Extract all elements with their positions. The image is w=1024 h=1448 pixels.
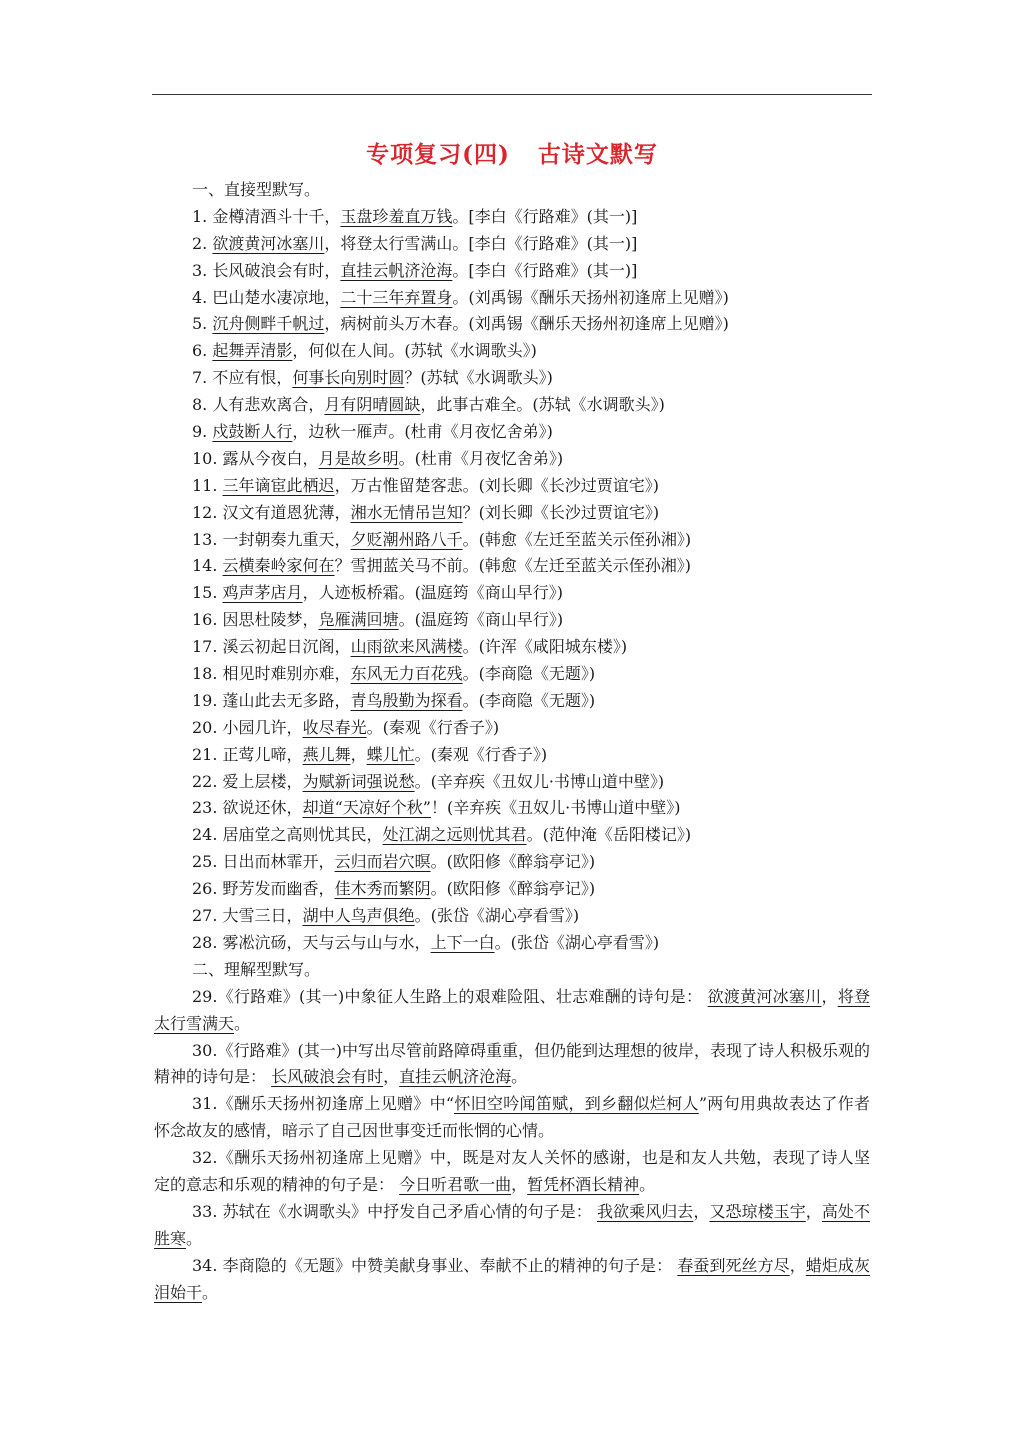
answer: 春蚕到死丝方尽 (677, 1255, 790, 1275)
item-source: ，将登太行雪满山。[李白《行路难》(其一)] (324, 233, 638, 253)
question-text: 32.《酬乐天扬州初逢席上见赠》中，既是对友人关怀的感谢，也是和友人共勉，表现了诗人坚定的意志和乐观的精神的句子是： (154, 1148, 870, 1195)
item-number: 18. (192, 664, 218, 684)
separator: ， (805, 1201, 822, 1221)
list-item (154, 473, 870, 500)
item-source: 。[李白《行路难》(其一)] (452, 260, 638, 280)
item-text: 蓬山此去无多路， (222, 690, 351, 710)
item-number: 1. (192, 206, 208, 226)
answer: 玉盘珍羞直万钱 (340, 206, 453, 226)
answer: 山雨欲来风满楼 (350, 637, 463, 657)
item-number: 28. (192, 932, 218, 952)
question-text: 29.《行路难》(其一)中象征人生路上的艰难险阻、壮志难酬的诗句是： (192, 986, 703, 1006)
answer: 云归而岩穴暝 (334, 852, 431, 872)
item-number: 2. (192, 233, 208, 253)
list-item (154, 876, 870, 903)
answer: 何事长向别时圆 (292, 368, 405, 388)
page-title (0, 136, 1024, 169)
item-text: 金樽清酒斗十千， (212, 206, 341, 226)
answer: 长风破浪会有时 (271, 1067, 384, 1087)
answer: 月有阴晴圆缺 (324, 395, 421, 415)
answer: 怀旧空吟闻笛赋 (454, 1094, 569, 1114)
answer: 东风无力百花残 (350, 664, 463, 684)
list-item (154, 661, 870, 688)
answer: 高处不胜寒 (154, 1201, 870, 1248)
item-number: 11. (192, 475, 218, 495)
item-number: 15. (192, 583, 218, 603)
item-text: 人有悲欢离合， (212, 395, 325, 415)
item-text: 长风破浪会有时， (212, 260, 341, 280)
answer: 湖中人鸟声俱绝 (302, 906, 415, 926)
list-item (154, 930, 870, 957)
item-source: 。(温庭筠《商山早行》) (398, 610, 564, 630)
question-text: 31.《酬乐天扬州初逢席上见赠》中“ (192, 1094, 455, 1114)
answer: 又恐琼楼玉宇 (709, 1201, 806, 1221)
item-text: 相见时难别亦难， (222, 664, 351, 684)
answer: 青鸟殷勤为探看 (350, 690, 463, 710)
item-text: 溪云初起日沉阁， (222, 637, 351, 657)
list-item (154, 419, 870, 446)
answer: 上下一白 (430, 932, 495, 952)
item-text: 野芳发而幽香， (222, 879, 335, 899)
item-source: 。(李商隐《无题》) (462, 664, 596, 684)
item-text: 汉文有道恩犹薄， (222, 502, 351, 522)
list-item (154, 903, 870, 930)
item-number: 10. (192, 448, 218, 468)
list-item (154, 688, 870, 715)
answer: 今日听君歌一曲 (399, 1175, 512, 1195)
list-item (154, 553, 870, 580)
separator: ， (693, 1201, 710, 1221)
answer: 湘水无情吊岂知 (350, 502, 463, 522)
answer: 沉舟侧畔千帆过 (212, 314, 325, 334)
list-item (154, 258, 870, 285)
list-item (154, 338, 870, 365)
period: 。 (639, 1175, 656, 1195)
item-text: 一封朝奏九重天， (222, 529, 351, 549)
list-item (154, 311, 870, 338)
item-number: 26. (192, 879, 218, 899)
answer: 为赋新词强说愁 (302, 771, 415, 791)
item-source: 。(张岱《湖心亭看雪》) (414, 906, 580, 926)
item-number: 3. (192, 260, 208, 280)
item-number: 17. (192, 637, 218, 657)
item-source: 。(辛弃疾《丑奴儿·书博山道中壁》) (414, 771, 665, 791)
answer: 欲渡黄河冰塞川 (212, 233, 325, 253)
answer: 到乡翻似烂柯人 (584, 1094, 699, 1114)
answer: 处江湖之远则忧其君 (382, 825, 527, 845)
item-number: 5. (192, 314, 208, 334)
item-source: ，边秋一雁声。(杜甫《月夜忆舍弟》) (292, 422, 553, 442)
item-text: 居庙堂之高则忧其民， (222, 825, 383, 845)
item-text: 不应有恨， (212, 368, 293, 388)
item-text: 露从今夜白， (222, 448, 319, 468)
item-list (154, 204, 870, 957)
item-text: 大雪三日， (222, 906, 303, 926)
item-text: 小园几许， (222, 717, 303, 737)
section-heading-1: 一、直接型默写。 (192, 180, 321, 199)
answer: 夕贬潮州路八千 (350, 529, 463, 549)
item-number: 12. (192, 502, 218, 522)
answer: 佳木秀而繁阴 (334, 879, 431, 899)
item-number: 20. (192, 717, 218, 737)
list-item (154, 769, 870, 796)
answer: 燕儿舞 (302, 744, 351, 764)
answer: 将登太行雪满天 (154, 986, 870, 1033)
item-text: 巴山楚水凄凉地， (212, 287, 341, 307)
document-body (154, 177, 870, 1307)
item-text: 正莺儿啼， (222, 744, 303, 764)
question-text: 30.《行路难》(其一)中写出尽管前路障碍重重，但仍能到达理想的彼岸，表现了诗人积极乐观的精神的诗句是： (154, 1040, 870, 1087)
item-number: 19. (192, 690, 218, 710)
answer: 云横秦岭家何在 (222, 556, 335, 576)
item-source: 。(欧阳修《醉翁亭记》) (430, 852, 596, 872)
item-number: 25. (192, 852, 218, 872)
item-number: 23. (192, 798, 218, 818)
item-text: 因思杜陵梦， (222, 610, 319, 630)
item-source: 。(欧阳修《醉翁亭记》) (430, 879, 596, 899)
period: 。 (511, 1067, 528, 1087)
item-number: 13. (192, 529, 218, 549)
item-number: 7. (192, 368, 208, 388)
question-text: ”两句用典故表达了作者怀念故友的感情，暗示了自己因世事变迁而怅惘的心情。 (154, 1094, 870, 1141)
item-source: ！(辛弃疾《丑奴儿·书博山道中壁》) (430, 798, 681, 818)
list-item (154, 742, 870, 769)
item-source: ，万古惟留楚客悲。(刘长卿《长沙过贾谊宅》) (334, 475, 660, 495)
list-item (154, 365, 870, 392)
separator: ， (350, 744, 367, 764)
separator: ， (511, 1175, 528, 1195)
list-item (154, 231, 870, 258)
answer: 凫雁满回塘 (318, 610, 399, 630)
period: 。 (234, 1013, 251, 1033)
answer: 欲渡黄河冰塞川 (707, 986, 822, 1006)
separator: ， (821, 986, 838, 1006)
answer: 鸡声茅店月 (222, 583, 303, 603)
answer: 蜡炬成灰泪始干 (154, 1255, 870, 1302)
item-number: 22. (192, 771, 218, 791)
item-number: 21. (192, 744, 218, 764)
list-item (154, 607, 870, 634)
item-source: ？(苏轼《水调歌头》) (404, 368, 553, 388)
answer: 我欲乘风归去 (597, 1201, 694, 1221)
separator: ， (383, 1067, 400, 1087)
title-right: 古诗文默写 (537, 141, 658, 168)
item-source: 。(范仲淹《岳阳楼记》) (526, 825, 692, 845)
item-source: ，人迹板桥霜。(温庭筠《商山早行》) (302, 583, 564, 603)
answer: 蝶儿忙 (366, 744, 415, 764)
question-29 (154, 984, 870, 1038)
item-source: ，此事古难全。(苏轼《水调歌头》) (420, 395, 665, 415)
answer: 却道“天凉好个秋” (302, 798, 431, 818)
item-number: 4. (192, 287, 208, 307)
list-item (154, 500, 870, 527)
answer: 月是故乡明 (318, 448, 399, 468)
period: 。 (186, 1228, 203, 1248)
list-item (154, 822, 870, 849)
item-source: ，何似在人间。(苏轼《水调歌头》) (292, 341, 537, 361)
item-source: 。(韩愈《左迁至蓝关示侄孙湘》) (462, 529, 692, 549)
item-text: 雾凇沆砀，天与云与山与水， (222, 932, 431, 952)
item-source: ？(刘长卿《长沙过贾谊宅》) (462, 502, 660, 522)
answer: 直挂云帆济沧海 (340, 260, 453, 280)
answer: 二十三年弃置身 (340, 287, 453, 307)
list-item (154, 446, 870, 473)
question-33 (154, 1199, 870, 1253)
item-text: 爱上层楼， (222, 771, 303, 791)
question-text: 33. 苏轼在《水调歌头》中抒发自己矛盾心情的句子是： (192, 1201, 592, 1221)
answer: 起舞弄清影 (212, 341, 293, 361)
answer: 戍鼓断人行 (212, 422, 293, 442)
section-heading-2: 二、理解型默写。 (192, 959, 321, 979)
list-item (154, 392, 870, 419)
question-text: 34. 李商隐的《无题》中赞美献身事业、奉献不止的精神的句子是： (192, 1255, 673, 1275)
answer: 暂凭杯酒长精神 (527, 1175, 640, 1195)
question-30 (154, 1038, 870, 1092)
question-34 (154, 1253, 870, 1307)
item-source: 。(秦观《行香子》) (414, 744, 548, 764)
item-source: 。(刘禹锡《酬乐天扬州初逢席上见赠》) (452, 287, 729, 307)
question-32 (154, 1145, 870, 1199)
list-item (154, 634, 870, 661)
item-source: 。(张岱《湖心亭看雪》) (494, 932, 660, 952)
item-number: 6. (192, 341, 208, 361)
item-source: 。(李商隐《无题》) (462, 690, 596, 710)
item-number: 16. (192, 610, 218, 630)
item-text: 日出而林霏开， (222, 852, 335, 872)
period: 。 (202, 1282, 219, 1302)
header-rule (152, 94, 872, 95)
separator: ， (568, 1094, 585, 1114)
item-number: 9. (192, 422, 208, 442)
list-item (154, 715, 870, 742)
list-item (154, 527, 870, 554)
answer: 直挂云帆济沧海 (399, 1067, 512, 1087)
item-number: 8. (192, 395, 208, 415)
list-item (154, 204, 870, 231)
item-source: 。[李白《行路难》(其一)] (452, 206, 638, 226)
question-31 (154, 1091, 870, 1145)
answer: 三年谪宦此栖迟 (222, 475, 335, 495)
item-text: 欲说还休， (222, 798, 303, 818)
answer: 收尽春光 (302, 717, 367, 737)
item-number: 27. (192, 906, 218, 926)
list-item (154, 795, 870, 822)
list-item (154, 580, 870, 607)
item-number: 24. (192, 825, 218, 845)
item-source: ，病树前头万木春。(刘禹锡《酬乐天扬州初逢席上见赠》) (324, 314, 729, 334)
title-left: 专项复习(四) (366, 141, 510, 168)
item-source: 。(秦观《行香子》) (366, 717, 500, 737)
list-item (154, 849, 870, 876)
item-number: 14. (192, 556, 218, 576)
separator: ， (789, 1255, 806, 1275)
list-item (154, 285, 870, 312)
item-source: ？雪拥蓝关马不前。(韩愈《左迁至蓝关示侄孙湘》) (334, 556, 692, 576)
item-source: 。(杜甫《月夜忆舍弟》) (398, 448, 564, 468)
item-source: 。(许浑《咸阳城东楼》) (462, 637, 628, 657)
